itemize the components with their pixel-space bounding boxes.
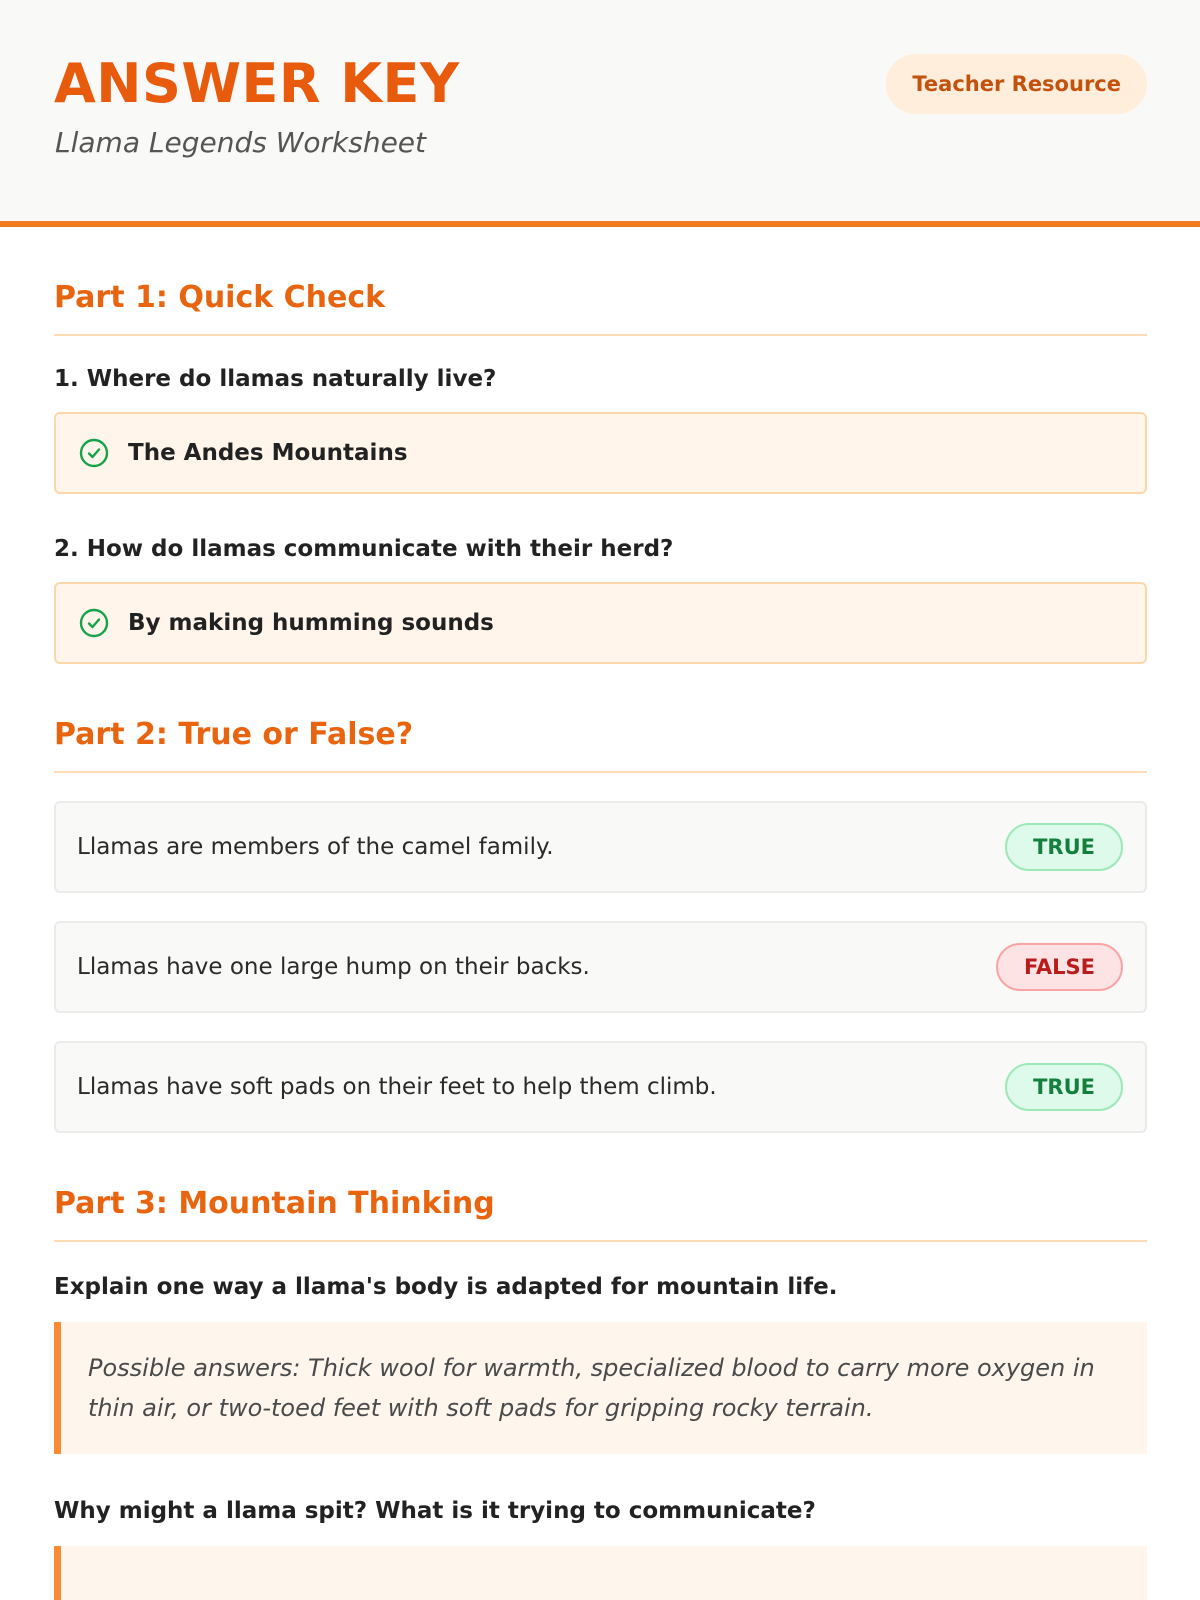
answer-text-2: By making humming sounds [128, 610, 494, 636]
check-circle-icon [78, 437, 110, 469]
essay-answer-2 [54, 1546, 1147, 1600]
essay-answer-1: Possible answers: Thick wool for warmth, specialized blood to carry more oxygen in thin air, or two-toed feet with soft pads for gripping rocky terrain. [54, 1322, 1147, 1454]
answer-box-1 [54, 412, 1147, 494]
statement-text: Llamas have one large hump on their backs. [77, 954, 590, 980]
true-false-item-1 [54, 801, 1147, 893]
section-title-part-1: Part 1: Quick Check [54, 280, 1147, 336]
question-2: 2. How do llamas communicate with their herd? [54, 536, 674, 562]
essay-question-1: Explain one way a llama's body is adapted for mountain life. [54, 1274, 838, 1300]
true-badge: TRUE [1005, 823, 1123, 871]
section-title-part-3: Part 3: Mountain Thinking [54, 1186, 1147, 1242]
essay-question-2: Why might a llama spit? What is it trying to communicate? [54, 1498, 816, 1524]
page-title: ANSWER KEY [54, 52, 460, 115]
question-1: 1. Where do llamas naturally live? [54, 366, 497, 392]
statement-text: Llamas have soft pads on their feet to help them climb. [77, 1074, 717, 1100]
page-header [0, 0, 1200, 227]
section-title-part-2: Part 2: True or False? [54, 717, 1147, 773]
statement-text: Llamas are members of the camel family. [77, 834, 554, 860]
answer-box-2 [54, 582, 1147, 664]
page-subtitle: Llama Legends Worksheet [55, 126, 427, 159]
false-badge: FALSE [996, 943, 1123, 991]
true-false-item-3 [54, 1041, 1147, 1133]
teacher-resource-badge: Teacher Resource [886, 54, 1147, 114]
worksheet-content [0, 280, 1200, 1600]
true-false-item-2 [54, 921, 1147, 1013]
true-badge: TRUE [1005, 1063, 1123, 1111]
answer-text-1: The Andes Mountains [128, 440, 408, 466]
check-circle-icon [78, 607, 110, 639]
